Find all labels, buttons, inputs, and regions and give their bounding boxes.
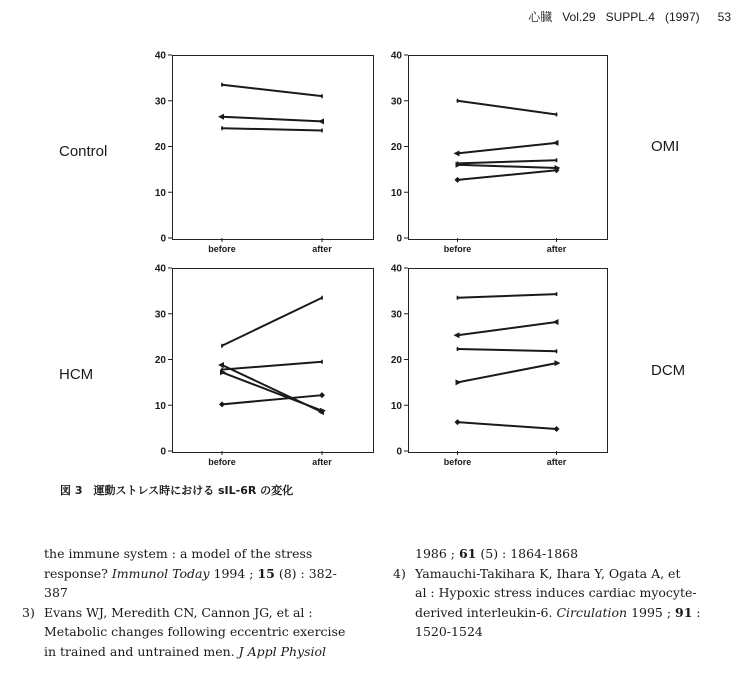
ref-text: response? — [44, 565, 112, 581]
dcm-series-line — [458, 363, 557, 382]
hcm-series-line — [222, 372, 322, 410]
hcm-point-before — [219, 401, 225, 407]
dcm-series-line — [458, 322, 557, 335]
ref-text: 1994 ; — [209, 565, 258, 581]
dcm-point-before — [455, 419, 461, 425]
journal-title: J Appl Physiol — [238, 643, 327, 659]
dcm-series-line — [458, 422, 557, 429]
ref-number: 3) — [22, 604, 35, 620]
ref-text: derived interleukin-6. — [415, 604, 557, 620]
journal-title: Immunol Today — [111, 565, 210, 581]
ref-text: (5) : 1864-1868 — [476, 546, 579, 561]
hcm-point-before — [218, 362, 224, 368]
dcm-point-after — [555, 360, 561, 366]
control-point-after — [318, 118, 324, 124]
hcm-ytick-label: 20 — [154, 355, 166, 366]
ref-line: Evans WJ, Meredith CN, Cannon JG, et al : — [44, 604, 313, 620]
ref-line: al : Hypoxic stress induces cardiac myocyte- — [415, 585, 697, 600]
control-series-line — [222, 117, 322, 122]
hcm-ytick-label: 40 — [154, 263, 166, 275]
dcm-ytick-label: 10 — [390, 400, 402, 412]
hcm-xtick-label: before — [208, 457, 236, 467]
hcm-series-line — [222, 395, 322, 404]
supplement: SUPPL.4 — [605, 10, 655, 24]
figure-caption: 図 3 運動ストレス時における sIL-6R の変化 — [60, 484, 294, 497]
dcm-ytick-label: 30 — [390, 309, 402, 321]
group-label-control: Control — [59, 143, 108, 160]
hcm-series-line — [222, 298, 322, 346]
dcm-point-before — [454, 332, 460, 338]
ref-line: 1520-1524 — [415, 624, 483, 639]
ref-text: 1995 ; — [627, 604, 676, 620]
dcm-ytick-label: 0 — [396, 446, 402, 458]
dcm-xtick-label: before — [443, 457, 472, 467]
hcm-ytick-label: 10 — [154, 400, 166, 412]
hcm-xtick-label: after — [312, 457, 332, 467]
dcm-series-line — [458, 349, 557, 351]
reference-3 — [22, 603, 367, 662]
omi-series-line — [458, 170, 557, 180]
group-label-dcm: DCM — [651, 362, 686, 379]
omi-point-before — [454, 150, 460, 156]
page-number: 53 — [717, 10, 731, 24]
volume-number: 61 — [458, 546, 477, 561]
omi-ytick-label: 0 — [396, 233, 402, 245]
omi-point-after — [553, 140, 559, 146]
control-ytick-label: 40 — [154, 50, 166, 62]
control-point-before — [218, 114, 224, 120]
hcm-ytick-label: 0 — [160, 446, 166, 458]
omi-ytick-label: 30 — [390, 96, 402, 108]
ref-line: Yamauchi-Takihara K, Ihara Y, Ogata A, et — [415, 565, 681, 581]
omi-ytick-label: 10 — [390, 187, 402, 199]
group-label-hcm: HCM — [59, 366, 94, 383]
omi-series-line — [458, 160, 557, 163]
journal-title: Circulation — [556, 604, 628, 620]
dcm-ytick-label: 20 — [390, 355, 402, 366]
dcm-point-after — [554, 426, 560, 432]
omi-series-line — [458, 143, 557, 154]
omi-xtick-label: before — [443, 244, 472, 254]
omi-point-before — [455, 177, 461, 183]
references-left-column — [22, 544, 367, 661]
omi-ytick-label: 40 — [390, 50, 402, 62]
ref-line: the immune system : a model of the stress — [44, 546, 313, 561]
dcm-ytick-label: 40 — [390, 263, 402, 275]
year: (1997) — [664, 10, 700, 24]
omi-xtick-label: after — [546, 244, 567, 254]
ref-text: 1986 ; — [415, 546, 459, 561]
journal-name: 心臓 — [528, 10, 553, 24]
ref-line — [44, 564, 367, 584]
omi-series-line — [458, 101, 557, 115]
control-xtick-label: before — [208, 244, 236, 254]
control-series-line — [222, 85, 322, 96]
control-ytick-label: 10 — [154, 187, 166, 199]
ref-number: 4) — [393, 565, 406, 581]
control-ytick-label: 0 — [160, 233, 166, 245]
reference-4 — [393, 564, 738, 642]
ref-text: in trained and untrained men. — [44, 643, 239, 659]
ref-line — [415, 544, 738, 564]
control-xtick-label: after — [312, 244, 332, 254]
ref-line: Metabolic changes following eccentric exercise — [44, 624, 346, 639]
hcm-point-after — [319, 392, 325, 398]
ref-line: 387 — [44, 585, 68, 600]
hcm-series-line — [222, 362, 322, 370]
ref-line — [44, 642, 367, 662]
control-series-line — [222, 128, 322, 130]
ref-text: (8) : 382- — [274, 565, 337, 581]
dcm-point-after — [553, 319, 559, 325]
volume-number: 91 — [675, 604, 693, 620]
ref-text: : — [692, 604, 701, 620]
omi-series-line — [458, 165, 557, 168]
dcm-point-before — [456, 379, 462, 385]
control-ytick-label: 30 — [154, 96, 166, 108]
volume-number: 15 — [257, 565, 275, 581]
dcm-xtick-label: after — [546, 457, 567, 467]
references-right-column — [393, 544, 738, 642]
reference-2-continued — [22, 544, 367, 603]
volume: Vol.29 — [562, 10, 596, 24]
dcm-series-line — [458, 294, 557, 298]
ref-line — [415, 603, 738, 623]
group-label-omi: OMI — [651, 138, 680, 155]
omi-ytick-label: 20 — [390, 142, 402, 153]
reference-3-continued — [393, 544, 738, 564]
hcm-ytick-label: 30 — [154, 309, 166, 321]
control-ytick-label: 20 — [154, 142, 166, 153]
